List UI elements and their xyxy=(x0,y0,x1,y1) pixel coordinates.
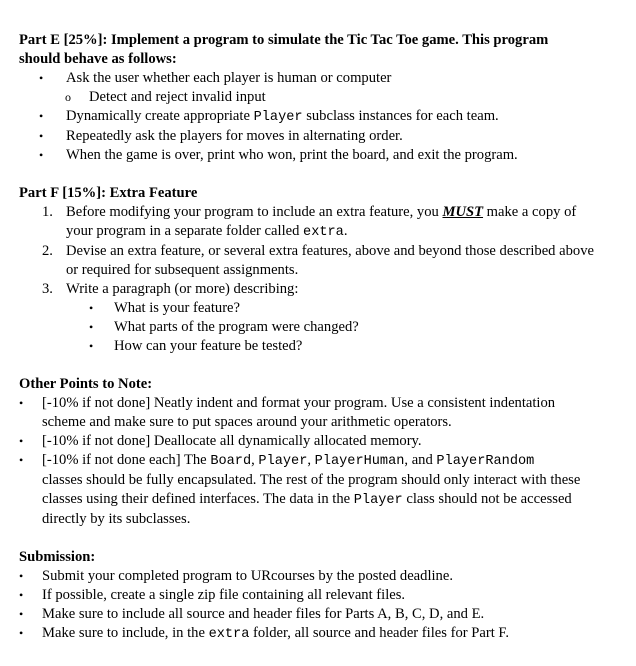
list-item: • How can your feature be tested? xyxy=(19,337,634,356)
list-item: • If possible, create a single zip file containing all relevant files. xyxy=(19,586,634,605)
bullet-icon xyxy=(19,394,23,413)
code-text: Player xyxy=(253,110,303,125)
list-item: • Make sure to include, in the extra folder, all source and header files for Part F. xyxy=(19,624,634,644)
other-points-heading: Other Points to Note: xyxy=(19,376,153,392)
bullet-icon xyxy=(19,432,23,451)
bullet-icon xyxy=(19,624,23,643)
code-text: Player xyxy=(353,493,403,508)
list-item: • When the game is over, print who won, print the board, and exit the program. xyxy=(19,146,634,165)
code-text: Player xyxy=(258,454,308,469)
list-item: • Make sure to include all source and header files for Parts A, B, C, D, and E. xyxy=(19,605,634,624)
list-item: • Repeatedly ask the players for moves in alternating order. xyxy=(19,127,634,146)
emphasis-text: MUST xyxy=(442,204,484,220)
submission-list xyxy=(19,567,634,644)
bullet-icon xyxy=(19,586,23,605)
list-number: 1. xyxy=(42,204,53,220)
part-e-list xyxy=(19,69,634,165)
list-item: • Dynamically create appropriate Player subclass instances for each team. xyxy=(19,107,634,127)
list-item: 2. Devise an extra feature, or several extra features, above and beyond those described above or required for subsequent assignments. xyxy=(42,243,594,278)
bullet-icon xyxy=(89,337,93,356)
bullet-icon xyxy=(89,299,93,318)
bullet-icon xyxy=(39,69,43,88)
bullet-icon xyxy=(39,146,43,165)
submission-heading: Submission: xyxy=(19,549,96,565)
code-text: Board xyxy=(210,454,252,469)
bullet-icon xyxy=(19,451,23,470)
bullet-icon xyxy=(89,318,93,337)
list-item: • What parts of the program were changed? xyxy=(19,318,634,337)
list-item: • What is your feature? xyxy=(19,299,634,318)
list-item: 3. Write a paragraph (or more) describing: xyxy=(42,281,299,297)
list-item: o Detect and reject invalid input xyxy=(19,88,634,107)
code-text: PlayerRandom xyxy=(436,454,535,469)
bullet-icon xyxy=(19,567,23,586)
bullet-icon xyxy=(39,107,43,126)
bullet-icon xyxy=(19,605,23,624)
code-text: extra xyxy=(208,627,250,642)
list-item: • [-10% if not done] Neatly indent and format your program. Use a consistent indentation scheme and make sure to put spaces around your arithmetic operators. xyxy=(19,394,634,432)
list-item: • Ask the user whether each player is human or computer xyxy=(19,69,634,88)
list-item: • [-10% if not done each] The Board, Player, PlayerHuman, and PlayerRandom classes should be fully encapsulated. The rest of the program should only interact with these classes using their defined interfaces. The data in the Player class should not be accessed directly by its subclasses. xyxy=(19,451,634,529)
circle-bullet-icon xyxy=(65,88,71,107)
list-item: • Submit your completed program to URcourses by the posted deadline. xyxy=(19,567,634,586)
part-f-heading: Part F [15%]: Extra Feature xyxy=(19,185,198,201)
list-number: 2. xyxy=(42,243,53,259)
list-number: 3. xyxy=(42,281,53,297)
code-text: extra xyxy=(303,225,344,240)
other-points-list xyxy=(19,394,634,529)
part-f-list xyxy=(19,203,634,356)
code-text: PlayerHuman xyxy=(314,454,405,469)
document-page xyxy=(19,31,634,644)
part-e-heading: Part E [25%]: Implement a program to simulate the Tic Tac Toe game. This program should behave as follows: xyxy=(19,32,549,67)
bullet-icon xyxy=(39,127,43,146)
list-item: 1. Before modifying your program to include an extra feature, you MUST make a copy of your program in a separate folder called extra. xyxy=(42,204,577,240)
list-item: • [-10% if not done] Deallocate all dynamically allocated memory. xyxy=(19,432,634,451)
